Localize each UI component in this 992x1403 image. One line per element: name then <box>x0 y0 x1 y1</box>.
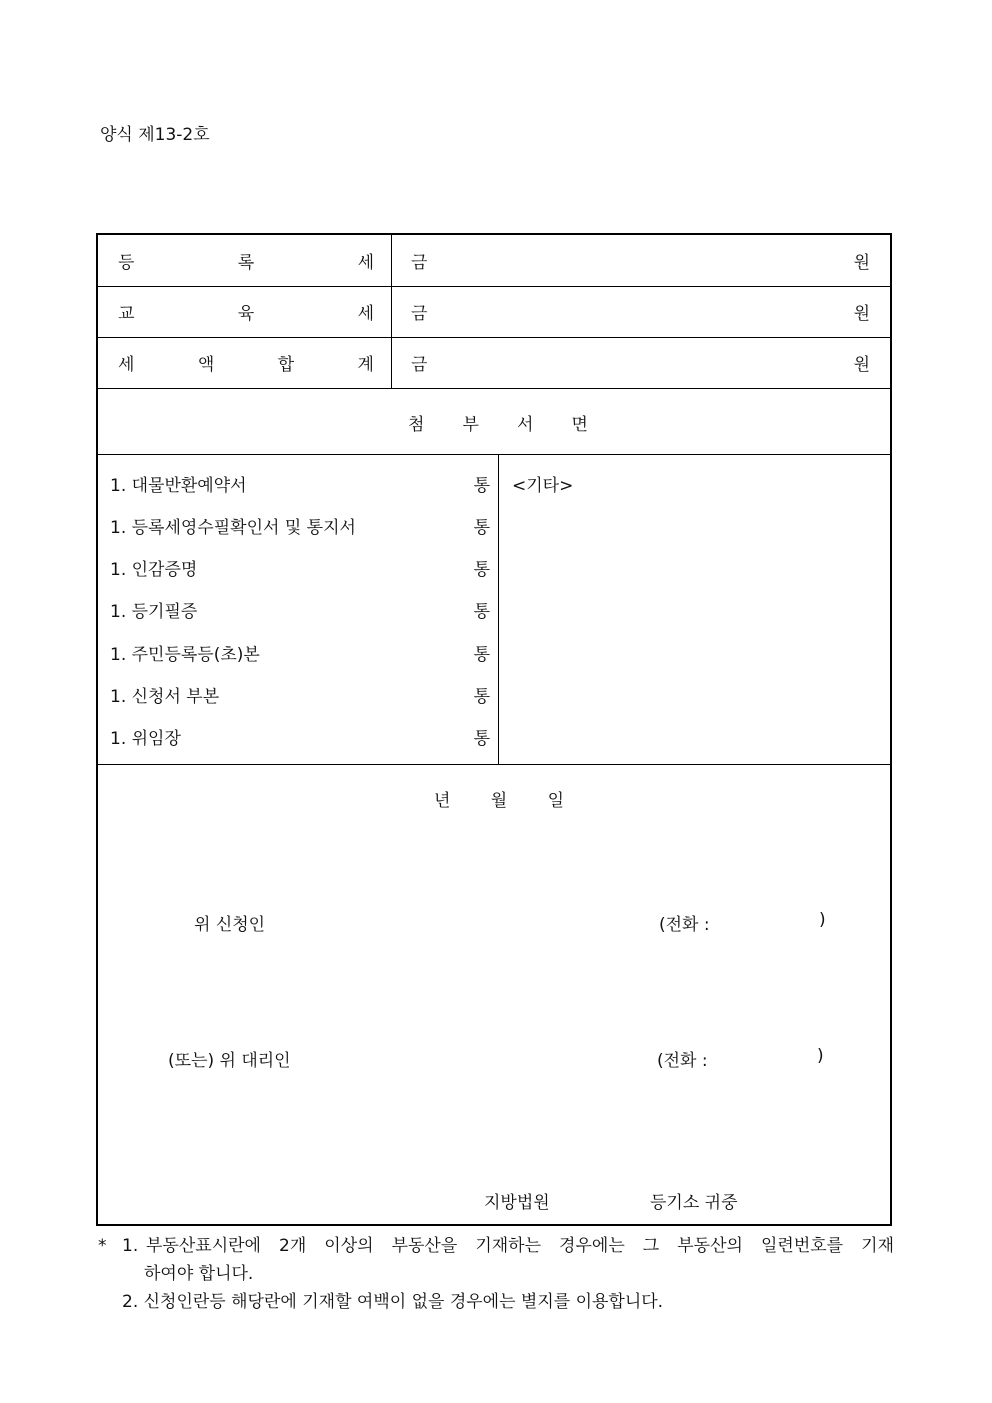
footnotes <box>98 1232 894 1316</box>
footnote-number: 1. <box>122 1236 139 1256</box>
tax-row-education <box>118 299 374 324</box>
footnote-2: 2. 신청인란등 해당란에 기재할 여백이 없을 경우에는 별지를 이용합니다. <box>122 1292 664 1312</box>
date-line: 년 월 일 <box>434 791 564 811</box>
tax-label-char: 육 <box>237 304 255 324</box>
attachment-item: 1. 인감증명 통 <box>110 560 490 580</box>
attachment-item: 1. 위임장 통 <box>110 729 490 749</box>
attachments-title: 첨 부 서 면 <box>408 415 588 435</box>
form-number: 양식 제13-2호 <box>100 125 210 145</box>
currency-unit: 원 <box>853 355 870 375</box>
tax-label-char: 세 <box>357 253 374 273</box>
district-court-label: 지방법원 <box>484 1193 550 1213</box>
agent-phone-label: (전화 : <box>657 1051 708 1071</box>
row-divider <box>98 388 890 389</box>
tax-row-registration <box>118 248 374 273</box>
amount-label: 금 <box>411 355 428 375</box>
column-divider <box>391 235 392 388</box>
attachment-item: 1. 주민등록등(초)본 통 <box>110 645 490 665</box>
footnote-1 <box>98 1232 894 1260</box>
tax-label-char: 세 <box>357 304 374 324</box>
tax-label-char: 세 <box>118 355 135 375</box>
tax-row-total <box>118 350 374 375</box>
currency-unit: 원 <box>853 253 870 273</box>
row-divider <box>98 454 890 455</box>
footnote-text: 부동산표시란에 2개 이상의 부동산을 기재하는 경우에는 그 부동산의 일련번호를 기재 <box>146 1236 894 1256</box>
agent-phone-close: ) <box>817 1046 824 1066</box>
attachment-item: 1. 등기필증 통 <box>110 602 490 622</box>
tax-label-char: 교 <box>118 304 135 324</box>
tax-label-char: 계 <box>357 355 374 375</box>
attachment-item: 1. 등록세영수필확인서 및 통지서 통 <box>110 518 490 538</box>
row-divider <box>98 764 890 765</box>
tax-label-char: 등 <box>118 253 135 273</box>
tax-label-char: 록 <box>237 253 255 273</box>
amount-label: 금 <box>411 253 428 273</box>
tax-label-char: 액 <box>197 355 215 375</box>
other-attachments-label: <기타> <box>512 476 574 496</box>
footnote-1-continued: 하여야 합니다. <box>144 1264 254 1284</box>
registration-form <box>96 233 892 1226</box>
attachment-item: 1. 대물반환예약서 통 <box>110 476 490 496</box>
attachment-item: 1. 신청서 부본 통 <box>110 687 490 707</box>
tax-label-char: 합 <box>277 355 295 375</box>
row-divider <box>98 286 890 287</box>
applicant-label: 위 신청인 <box>194 915 266 935</box>
column-divider <box>498 454 499 764</box>
registry-office-label: 등기소 귀중 <box>650 1193 738 1213</box>
currency-unit: 원 <box>853 304 870 324</box>
row-divider <box>98 337 890 338</box>
applicant-phone-label: (전화 : <box>659 915 710 935</box>
footnote-star: * <box>98 1236 107 1256</box>
agent-label: (또는) 위 대리인 <box>168 1051 291 1071</box>
amount-label: 금 <box>411 304 428 324</box>
applicant-phone-close: ) <box>819 910 826 930</box>
